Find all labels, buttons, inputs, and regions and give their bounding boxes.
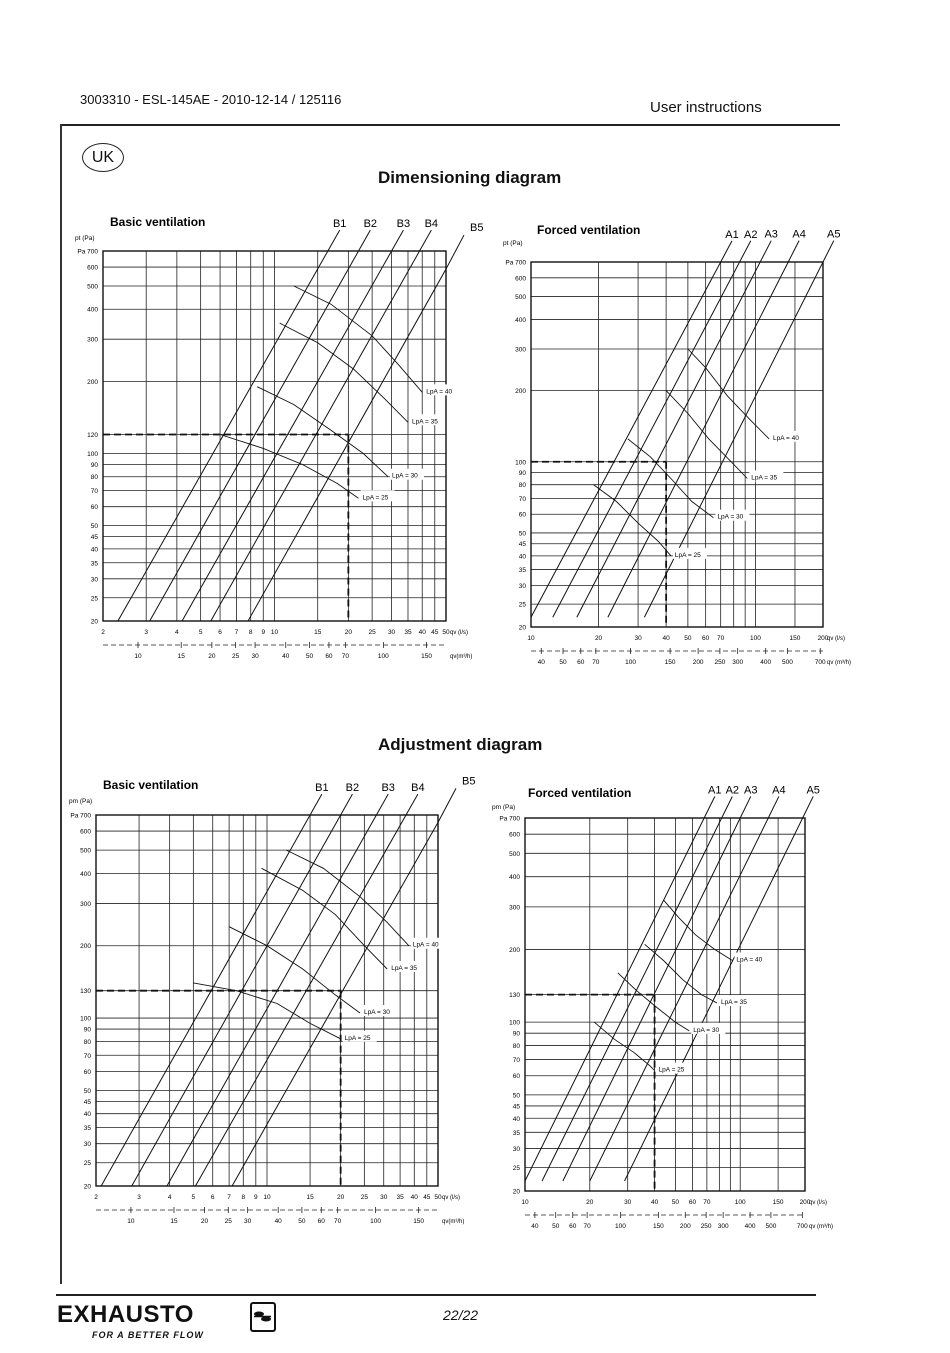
sound-curve-label: LpA = 30	[391, 472, 418, 480]
x-tick-label: 25	[360, 1194, 368, 1201]
x-tick-label: 40	[662, 635, 670, 642]
y-tick-label: 25	[90, 595, 98, 603]
document-section-title: User instructions	[650, 99, 762, 116]
y-tick-label: 90	[518, 470, 526, 478]
y-tick-label: 400	[87, 306, 98, 314]
x2-tick-label: 700	[814, 659, 826, 666]
y-tick-label: 30	[518, 582, 526, 590]
chart-title: Forced ventilation	[537, 223, 641, 237]
x2-tick-label: 500	[782, 659, 793, 666]
x2-tick-label: 300	[732, 659, 744, 666]
x2-tick-label: 30	[244, 1218, 252, 1225]
x2-tick-label: 40	[282, 653, 290, 660]
x-tick-label: 200	[799, 1199, 811, 1206]
x2-tick-label: 40	[531, 1223, 539, 1230]
y-tick-label: 50	[518, 530, 526, 538]
x2-tick-label: 300	[717, 1223, 729, 1230]
y-tick-label: 40	[518, 553, 526, 561]
x-tick-label: 150	[789, 635, 801, 642]
x2-tick-label: 20	[208, 653, 216, 660]
plot-frame	[525, 818, 805, 1191]
x-tick-label: 60	[702, 635, 710, 642]
x2-tick-label: 200	[692, 659, 704, 666]
y-tick-label: 25	[512, 1165, 520, 1173]
series-label-b3: B3	[396, 218, 411, 231]
y-tick-label: 200	[87, 378, 98, 386]
series-label-b5: B5	[462, 775, 476, 788]
series-label-b4: B4	[424, 218, 439, 231]
x-tick-label: 35	[396, 1194, 404, 1201]
y-tick-label: 20	[83, 1183, 91, 1191]
x-tick-label: 2	[101, 629, 105, 636]
x2-tick-label: 60	[577, 659, 585, 666]
x-tick-label: 100	[750, 635, 761, 642]
y-tick-label: 90	[90, 461, 98, 469]
series-line-a1	[525, 818, 704, 1181]
y-tick-label: 300	[509, 904, 520, 912]
x-tick-label: 50	[434, 1194, 442, 1201]
sound-curve-label: LpA = 35	[391, 965, 418, 973]
series-label-b2: B2	[363, 218, 378, 231]
y-tick-label: 500	[515, 294, 526, 302]
x-tick-label: 15	[306, 1194, 314, 1201]
chart-title: Basic ventilation	[103, 778, 199, 792]
x2-tick-label: 30	[251, 653, 259, 660]
x2-tick-label: 50	[305, 653, 314, 660]
x-tick-label: 40	[650, 1199, 659, 1206]
x2-tick-label: 400	[744, 1223, 756, 1230]
sound-curve	[594, 1022, 654, 1070]
y-axis-label: pm (Pa)	[492, 804, 516, 811]
x-tick-label: 20	[344, 629, 352, 636]
x-tick-label: 150	[772, 1199, 784, 1206]
x2-tick-label: 50	[298, 1218, 306, 1225]
y-tick-label: 35	[512, 1129, 520, 1137]
x2-tick-label: 20	[200, 1218, 209, 1225]
x-tick-label: 60	[688, 1199, 697, 1206]
x2-tick-label: 70	[592, 659, 600, 666]
x-tick-label: 5	[191, 1194, 196, 1201]
sound-curve-label: LpA = 25	[344, 1034, 371, 1042]
y-tick-label: 300	[80, 900, 91, 908]
x-tick-label: 5	[198, 629, 203, 636]
y-tick-label: 90	[512, 1030, 520, 1038]
y-tick-label: 600	[80, 828, 91, 836]
y-tick-label: 80	[90, 474, 98, 482]
series-label-a2: A2	[725, 784, 740, 797]
dimensioning-diagram-title: Dimensioning diagram	[378, 168, 562, 187]
adjustment-diagram-title: Adjustment diagram	[378, 735, 543, 754]
series-label-a1: A1	[725, 228, 739, 241]
sound-curve-label: LpA = 25	[674, 551, 701, 559]
page-number: 22/22	[443, 1307, 479, 1323]
y-tick-label: 60	[512, 1073, 520, 1081]
y-tick-label: 500	[80, 847, 91, 855]
y-tick-label: 50	[512, 1092, 520, 1100]
footer-divider	[56, 1294, 816, 1296]
sound-curve-label: LpA = 25	[658, 1066, 685, 1074]
x-tick-label: 4	[175, 629, 179, 636]
series-label-b5: B5	[470, 222, 484, 235]
x2-tick-label: 250	[700, 1223, 712, 1230]
series-label-b1: B1	[315, 782, 329, 795]
x-tick-label: 3	[137, 1194, 141, 1201]
x-axis-label: qv (l/s)	[450, 630, 468, 636]
sound-curve-label: LpA = 35	[411, 418, 438, 426]
series-leader-a2	[722, 796, 733, 818]
y-tick-label: 45	[83, 1098, 91, 1106]
x-tick-label: 50	[671, 1199, 680, 1206]
x2-tick-label: 700	[796, 1223, 808, 1230]
y-tick-label: 600	[515, 275, 526, 283]
x2-tick-label: 60	[317, 1218, 325, 1225]
x-tick-label: 45	[431, 629, 439, 636]
y-tick-label: 60	[83, 1068, 91, 1076]
x-tick-label: 50	[442, 629, 450, 636]
fan-icon	[252, 1304, 273, 1329]
series-label-b3: B3	[381, 782, 395, 795]
y-tick-label: 60	[518, 511, 526, 519]
x2-tick-label: 250	[714, 659, 726, 666]
sound-curve-label: LpA = 30	[717, 513, 744, 521]
y-tick-label: 30	[90, 576, 98, 584]
x2-tick-label: 50	[559, 659, 567, 666]
chart-title: Forced ventilation	[528, 786, 632, 800]
y-tick-label: 90	[83, 1026, 91, 1034]
y-tick-label: 100	[515, 459, 526, 467]
x2-tick-label: 150	[421, 653, 433, 660]
y-tick-label: 50	[90, 523, 98, 531]
series-label-a5: A5	[827, 228, 841, 241]
x-tick-label: 10	[270, 629, 279, 636]
sound-curve-label: LpA = 35	[751, 474, 778, 482]
x2-tick-label: 200	[679, 1223, 691, 1230]
y-tick-label: 600	[509, 831, 520, 839]
y-tick-label: 30	[512, 1145, 520, 1153]
x-tick-label: 4	[167, 1194, 172, 1201]
y-tick-label: 80	[512, 1043, 520, 1051]
y-tick-label: 70	[83, 1052, 91, 1060]
chart-title: Basic ventilation	[110, 215, 206, 229]
y-tick-label: 130	[509, 992, 520, 1000]
x2-tick-label: 25	[232, 653, 240, 660]
brand-tagline: FOR A BETTER FLOW	[92, 1330, 204, 1340]
y-tick-label: 200	[515, 388, 526, 396]
x-tick-label: 35	[404, 629, 412, 636]
y-tick-label: Pa 700	[70, 812, 91, 820]
sound-curve-label: LpA = 30	[364, 1008, 390, 1016]
x-tick-label: 15	[314, 629, 322, 636]
sound-curve	[645, 944, 717, 1003]
y-tick-label: 30	[83, 1141, 91, 1149]
series-label-a4: A4	[792, 228, 806, 241]
x2-tick-label: 60	[325, 653, 333, 660]
x-tick-label: 25	[368, 629, 376, 636]
series-label-a4: A4	[772, 784, 786, 797]
y-tick-label: 400	[80, 870, 91, 878]
y-tick-label: 60	[90, 504, 98, 512]
x-tick-label: 70	[703, 1199, 711, 1206]
x2-tick-label: 100	[370, 1218, 381, 1225]
x2-tick-label: 150	[413, 1218, 425, 1225]
x-tick-label: 70	[717, 635, 725, 642]
x-tick-label: 2	[94, 1194, 98, 1201]
y-tick-label: Pa 700	[77, 248, 98, 256]
y-tick-label: 35	[518, 567, 526, 575]
series-label-a2: A2	[744, 228, 758, 241]
x-tick-label: 50	[684, 635, 692, 642]
series-line-a2	[542, 818, 722, 1181]
x2-tick-label: 400	[760, 659, 772, 666]
x-tick-label: 30	[387, 629, 396, 636]
x2-axis-label: qv(m³/h)	[450, 654, 473, 660]
x-axis-label: qv (l/s)	[442, 1195, 460, 1201]
x-tick-label: 3	[144, 629, 149, 636]
x2-axis-label: qv(m³/h)	[442, 1219, 465, 1225]
y-tick-label: 50	[83, 1087, 91, 1095]
x2-tick-label: 500	[765, 1223, 777, 1230]
sound-curve-label: LpA = 40	[426, 388, 453, 396]
y-tick-label: 200	[509, 946, 520, 954]
x2-tick-label: 100	[377, 653, 389, 660]
y-tick-label: 80	[83, 1038, 91, 1046]
y-tick-label: 70	[512, 1057, 520, 1065]
sound-curve	[664, 900, 733, 960]
series-label-a3: A3	[764, 228, 778, 241]
x2-tick-label: 10	[134, 653, 142, 660]
y-axis-label: pm (Pa)	[69, 798, 93, 805]
series-leader-a5	[803, 796, 814, 818]
y-tick-label: 300	[515, 346, 526, 354]
sound-curve-label: LpA = 35	[720, 999, 747, 1007]
sound-curve-label: LpA = 40	[736, 956, 763, 964]
y-tick-label: 200	[80, 943, 91, 951]
x2-tick-label: 70	[334, 1218, 342, 1225]
series-leader-a1	[704, 796, 715, 818]
x-tick-label: 9	[261, 629, 266, 636]
x-tick-label: 20	[594, 635, 603, 642]
x2-tick-label: 150	[664, 659, 676, 666]
x-tick-label: 9	[253, 1194, 258, 1201]
x2-tick-label: 40	[274, 1218, 282, 1225]
x-tick-label: 200	[817, 635, 829, 642]
x-tick-label: 6	[218, 629, 222, 636]
y-tick-label: Pa 700	[505, 259, 526, 267]
x-tick-label: 20	[337, 1194, 345, 1201]
country-badge: UK	[82, 143, 124, 172]
x-tick-label: 45	[423, 1194, 431, 1201]
y-tick-label: 400	[515, 316, 526, 324]
y-tick-label: 35	[90, 560, 98, 568]
x2-tick-label: 100	[625, 659, 637, 666]
sound-curve-label: LpA = 40	[412, 941, 439, 949]
x2-tick-label: 25	[224, 1218, 232, 1225]
y-tick-label: 25	[518, 601, 526, 609]
x-axis-label: qv (l/s)	[827, 636, 845, 642]
x-tick-label: 40	[418, 629, 426, 636]
y-axis-label: pt (Pa)	[503, 240, 523, 247]
x-axis-label: qv (l/s)	[809, 1200, 827, 1206]
y-tick-label: 40	[83, 1111, 91, 1119]
x-tick-label: 8	[241, 1194, 246, 1201]
x-tick-label: 40	[410, 1194, 418, 1201]
x-tick-label: 30	[380, 1194, 388, 1201]
y-tick-label: 100	[509, 1019, 520, 1027]
x-tick-label: 8	[248, 629, 253, 636]
series-leader-a4	[768, 796, 779, 818]
y-tick-label: Pa 700	[499, 815, 520, 823]
x-tick-label: 10	[527, 635, 535, 642]
y-tick-label: 40	[512, 1115, 520, 1123]
series-leader-a3	[740, 796, 751, 818]
x2-tick-label: 15	[177, 653, 185, 660]
sound-curve-label: LpA = 25	[362, 494, 389, 502]
y-tick-label: 25	[83, 1160, 91, 1168]
brand-logo-text: EXHAUSTO	[57, 1301, 194, 1328]
x2-axis-label: qv (m³/h)	[827, 660, 851, 666]
series-label-a5: A5	[806, 784, 820, 797]
x2-tick-label: 15	[170, 1218, 178, 1225]
sound-curve-label: LpA = 30	[693, 1026, 720, 1034]
y-tick-label: 300	[87, 336, 98, 344]
y-tick-label: 45	[512, 1103, 520, 1111]
sound-curve-label: LpA = 40	[773, 434, 799, 442]
y-tick-label: 400	[509, 874, 520, 882]
x2-tick-label: 70	[583, 1223, 591, 1230]
x-tick-label: 10	[521, 1199, 529, 1206]
x-tick-label: 30	[624, 1199, 632, 1206]
series-label-b4: B4	[411, 782, 425, 795]
y-tick-label: 45	[518, 541, 526, 549]
x2-tick-label: 100	[615, 1223, 626, 1230]
y-tick-label: 45	[90, 534, 98, 542]
x2-axis-label: qv (m³/h)	[809, 1224, 833, 1230]
x2-tick-label: 70	[341, 653, 349, 660]
x-tick-label: 100	[734, 1199, 746, 1206]
y-tick-label: 35	[83, 1125, 91, 1133]
brand-fan-icon	[250, 1302, 276, 1332]
y-tick-label: 120	[87, 432, 98, 440]
y-tick-label: 70	[518, 495, 526, 503]
x2-tick-label: 50	[552, 1223, 560, 1230]
series-label-a3: A3	[744, 784, 758, 797]
y-tick-label: 100	[87, 451, 98, 459]
x-tick-label: 20	[586, 1199, 594, 1206]
y-tick-label: 20	[90, 618, 98, 626]
y-axis-label: pt (Pa)	[75, 235, 95, 242]
y-tick-label: 500	[87, 283, 98, 291]
x-tick-label: 6	[210, 1194, 215, 1201]
y-tick-label: 130	[80, 988, 91, 996]
x-tick-label: 30	[634, 635, 642, 642]
document-id: 3003310 - ESL-145AE - 2010-12-14 / 125116	[80, 92, 342, 107]
x-tick-label: 7	[234, 629, 239, 636]
x-tick-label: 10	[263, 1194, 271, 1201]
y-tick-label: 70	[90, 488, 98, 496]
x2-tick-label: 60	[569, 1223, 577, 1230]
x2-tick-label: 10	[127, 1218, 135, 1225]
series-label-a1: A1	[708, 784, 722, 797]
y-tick-label: 80	[518, 482, 526, 490]
y-tick-label: 500	[509, 850, 520, 858]
y-tick-label: 600	[87, 264, 98, 272]
y-tick-label: 20	[518, 624, 526, 632]
y-tick-label: 40	[90, 546, 98, 554]
series-label-b2: B2	[345, 782, 360, 795]
x-tick-label: 7	[227, 1194, 231, 1201]
x2-tick-label: 40	[537, 659, 545, 666]
y-tick-label: 100	[80, 1015, 91, 1023]
y-tick-label: 20	[512, 1188, 520, 1196]
series-label-b1: B1	[332, 218, 347, 231]
x2-tick-label: 150	[652, 1223, 664, 1230]
